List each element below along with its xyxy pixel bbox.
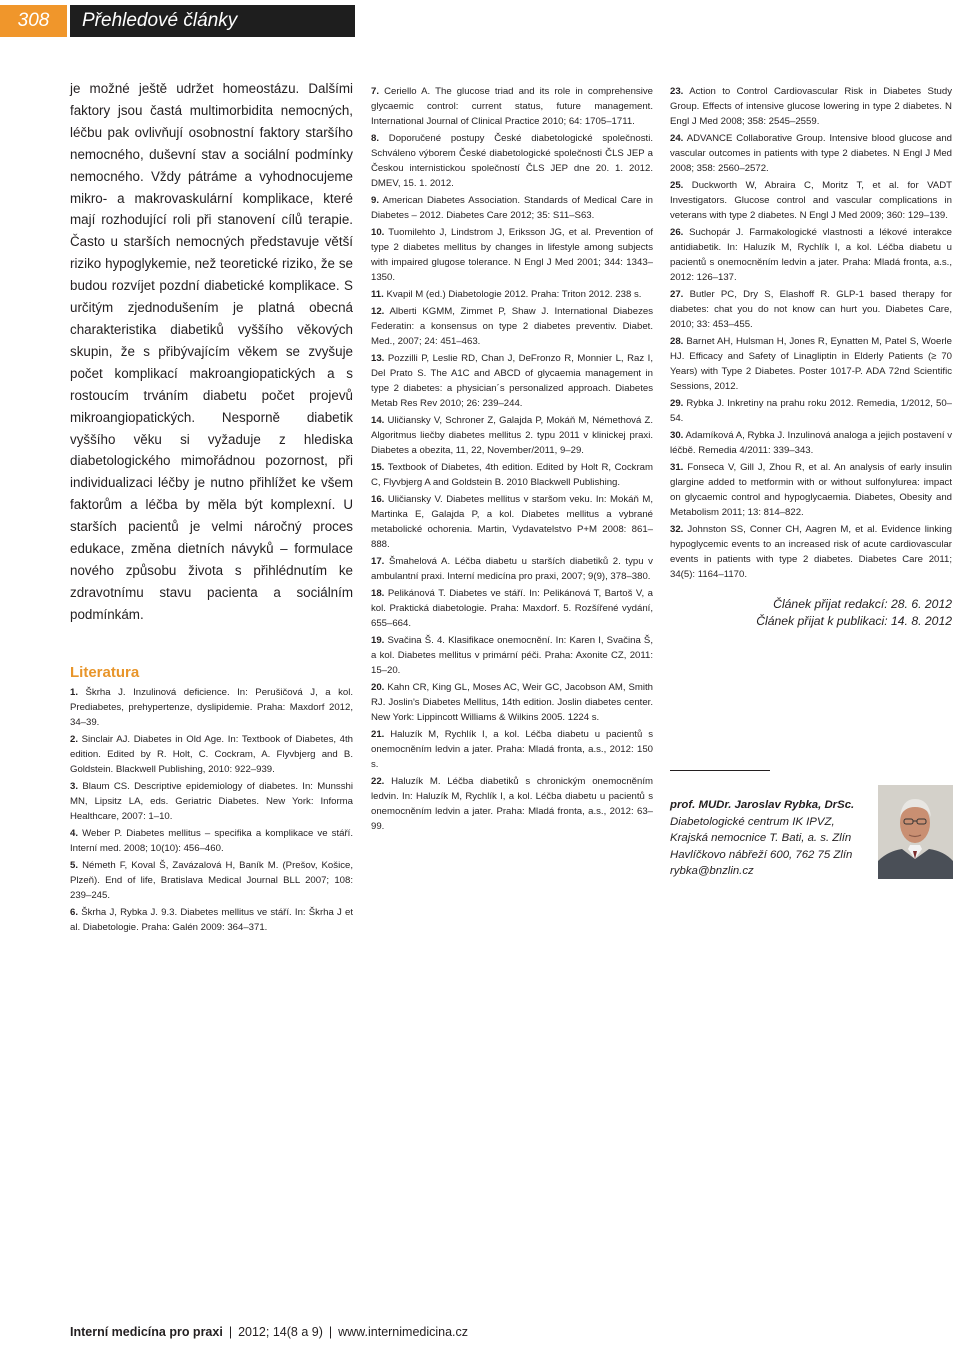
reference-item bbox=[670, 460, 952, 520]
reference-text: Uličiansky V. Diabetes mellitus v staršom veku. In: Mokáň M, Martinka E, Galajda P, a kol. Diabetes mellitus a vybrané metabolické ochorenia. Martin, Vydavatelstvo P+M 2008: 861–888. bbox=[371, 494, 653, 550]
reference-text: Šmahelová A. Léčba diabetu u starších diabetiků 2. typu v ambulantní praxi. Interní medicína pro praxi, 2007; 9(9), 378–380. bbox=[371, 556, 653, 582]
reference-number: 10. bbox=[371, 227, 385, 238]
reference-number: 22. bbox=[371, 776, 385, 787]
reference-text: Duckworth W, Abraira C, Moritz T, et al. for VADT Investigators. Glucose control and vascular complications in veterans with type 2 diabetes. N Engl J Med 2009; 360: 129–139. bbox=[670, 180, 952, 221]
reference-text: Pozzilli P, Leslie RD, Chan J, DeFronzo R, Monnier L, Raz I, Del Prato S. The A1C and ABCD of glycaemia management in type 2 diabetes: a physician´s personalized approach. Diabetes Metab Res Rev 2010; 26: 239–244. bbox=[371, 353, 653, 409]
reference-item bbox=[670, 178, 952, 223]
reference-number: 15. bbox=[371, 462, 385, 473]
reference-number: 6. bbox=[70, 906, 79, 918]
section-title: Přehledové články bbox=[70, 5, 355, 37]
reference-item bbox=[371, 225, 653, 285]
reference-item bbox=[70, 779, 353, 824]
reference-number: 9. bbox=[371, 195, 380, 206]
reference-item bbox=[670, 334, 952, 394]
author-name: prof. MUDr. Jaroslav Rybka, DrSc. bbox=[670, 799, 855, 811]
reference-number: 17. bbox=[371, 556, 385, 567]
reference-item bbox=[371, 774, 653, 834]
reference-text: Tuomilehto J, Lindstrom J, Eriksson JG, et al. Prevention of type 2 diabetes mellitus by changes in lifestyle among subjects with impaired glugose tolerance. N Engl J Med 2001; 344: 1343–1350. bbox=[371, 227, 653, 283]
reference-item bbox=[371, 492, 653, 552]
page-header bbox=[0, 5, 355, 37]
footer-separator: | bbox=[328, 1325, 333, 1339]
footer-journal: Interní medicína pro praxi bbox=[70, 1325, 223, 1339]
reference-number: 7. bbox=[371, 86, 380, 97]
reference-text: Pelikánová T. Diabetes ve stáří. In: Pelikánová T, Bartoš V, a kol. Praktická diabetologie. Praha: Maxdorf. 5. Rozšířené vydání, 655–664. bbox=[371, 588, 653, 629]
reference-item bbox=[70, 685, 353, 730]
page-number: 308 bbox=[0, 5, 67, 37]
reference-item bbox=[371, 287, 653, 302]
reference-item bbox=[670, 287, 952, 332]
body-paragraph: je možné ještě udržet homeostázu. Dalšími faktory jsou častá multimorbidita nemocných, léčbu pak ovlivňují osobnostní faktory staršího nemocného, duševní stav a sociální podmínky nemocného. Vždy pátráme a vyhodnocujeme mikro- a makrovaskulární komplikace, které mají rozhodující roli při stanovení cílů terapie. Často u starších nemocných představuje větší riziko hypoglykemie, než teoretické riziko, že se budou rozvíjet pozdní diabetické komplikace. S určitým zjednodušením je platná obecná charakteristika diabetiků vyššího věkových skupin, že s přibývajícím věkem se zvyšuje počet komplikací makroangiopatických a s rostoucím trváním diabetu počet projevů mikroangiopatických. Nesporně diabetik vyššího věku si vyžaduje z hlediska diabetologického mimořádnou pozornost, při individualizaci léčby je nutno přihlížet ke všem faktorům a léčba by měla být komplexní. U starších pacientů je velmi náročný proces edukace, změna dietních návyků – formulace nového způsobu života s přihlédnutím ke zdravotnímu stavu pacienta a sociálním podmínkám. bbox=[70, 81, 353, 622]
reference-number: 2. bbox=[70, 733, 79, 745]
reference-text: ADVANCE Collaborative Group. Intensive blood glucose and vascular outcomes in patients with type 2 diabetes. N Engl J Med 2008; 358: 2560–2572. bbox=[670, 133, 953, 174]
reference-number: 11. bbox=[371, 289, 384, 300]
author-email[interactable]: rybka@bnzlin.cz bbox=[670, 865, 754, 877]
reference-text: Haluzík M, Rychlík I, a kol. Léčba diabetu u pacientů s onemocněním ledvin a jater. Praha: Mladá fronta, a.s., 2012: 150 s. bbox=[371, 729, 653, 770]
footer-separator: | bbox=[228, 1325, 233, 1339]
page-footer bbox=[70, 1325, 468, 1339]
reference-number: 12. bbox=[371, 306, 385, 317]
reference-number: 31. bbox=[670, 462, 684, 473]
column-2 bbox=[371, 84, 653, 836]
reference-number: 23. bbox=[670, 86, 684, 97]
footer-issue: 2012; 14(8 a 9) bbox=[238, 1325, 323, 1339]
received-publication: Článek přijat k publikaci: 14. 8. 2012 bbox=[756, 614, 952, 628]
reference-item bbox=[371, 633, 653, 678]
reference-text: Textbook of Diabetes, 4th edition. Edited by Holt R, Cockram C, Flyvbjerg A and Goldstein B. 2010 Blackwell Publishing. bbox=[371, 462, 653, 488]
reference-number: 28. bbox=[670, 336, 684, 347]
reference-text: Kvapil M (ed.) Diabetologie 2012. Praha: Triton 2012. 238 s. bbox=[386, 289, 642, 300]
reference-item bbox=[371, 586, 653, 631]
reference-item bbox=[70, 826, 353, 856]
reference-text: Kahn CR, King GL, Moses AC, Weir GC, Jacobson AM, Smith RJ. Joslin's Diabetes Mellitus, 14th edition. Joslin diabetes center. New York: Lippincott Williams & Wilkins 2005. 1224 s. bbox=[371, 682, 653, 723]
reference-number: 14. bbox=[371, 415, 385, 426]
reference-list-1 bbox=[70, 685, 353, 935]
reference-number: 8. bbox=[371, 133, 380, 144]
reference-text: Suchopár J. Farmakologické vlastnosti a lékové interakce antidiabetik. In: Haluzík M, Rychlík I, a kol. Léčba diabetu u pacientů s onemocněním ledvin a jater. Praha: Mladá fronta, a.s., 2012: 126–137. bbox=[670, 227, 952, 283]
reference-number: 13. bbox=[371, 353, 385, 364]
reference-item bbox=[371, 413, 653, 458]
reference-text: Németh F, Koval Š, Zavázalová H, Baník M. (Prešov, Košice, Plzeň). End of life, Bratislava Medical Journal BLL 2007; 108: 239–245. bbox=[70, 859, 353, 901]
reference-item bbox=[371, 193, 653, 223]
reference-item bbox=[70, 732, 353, 777]
reference-number: 16. bbox=[371, 494, 385, 505]
reference-number: 5. bbox=[70, 859, 79, 871]
reference-number: 26. bbox=[670, 227, 684, 238]
reference-text: Svačina Š. 4. Klasifikace onemocnění. In: Karen I, Svačina Š, a kol. Diabetes mellitus v primární péči. Praha: Axonite CZ, 2011: 15–20. bbox=[371, 635, 653, 676]
reference-number: 18. bbox=[371, 588, 385, 599]
reference-item bbox=[371, 554, 653, 584]
footer-url[interactable]: www.internimedicina.cz bbox=[338, 1325, 469, 1339]
reference-text: Sinclair AJ. Diabetes in Old Age. In: Textbook of Diabetes, 4th edition. Edited by R. Holt, C. Cockram, A. Flyvbjerg and B. Goldstein. Blackwell Publishing, 2010: 922–939. bbox=[70, 733, 353, 775]
reference-text: Weber P. Diabetes mellitus – specifika a komplikace ve stáří. Interní med. 2008; 10(10): 456–460. bbox=[70, 827, 353, 854]
author-hospital: Krajská nemocnice T. Bati, a. s. Zlín bbox=[670, 832, 852, 844]
reference-item bbox=[371, 84, 653, 129]
column-3 bbox=[670, 84, 952, 630]
reference-item bbox=[371, 680, 653, 725]
reference-text: Haluzík M. Léčba diabetiků s chronickým onemocněním ledvin. In: Haluzík M, Rychlík I, a kol. Léčba diabetu u pacientů s onemocněním ledvin a jater. Praha: Mladá fronta, a.s., 2012: 63–99. bbox=[371, 776, 653, 832]
reference-text: Uličiansky V, Schroner Z, Galajda P, Mokáň M, Némethová Z. Algoritmus liečby diabetes mellitus 2. typu 2011 v klinickej praxi. Diabetes a obezita, 11, 22, November/2011, 9–29. bbox=[371, 415, 653, 456]
author-address: Havlíčkovo nábřeží 600, 762 75 Zlín bbox=[670, 848, 853, 861]
reference-text: Adamíková A, Rybka J. Inzulinová analoga a jejich postavení v léčbě. Remedia 4/2011: 339–343. bbox=[670, 430, 952, 456]
reference-text: Ceriello A. The glucose triad and its role in comprehensive glycaemic control: current status, future management. International Journal of Clinical Practice 2010; 64: 1705–1711. bbox=[371, 86, 653, 127]
reference-number: 19. bbox=[371, 635, 385, 646]
column-1 bbox=[70, 78, 353, 937]
reference-text: Škrha J, Rybka J. 9.3. Diabetes mellitus ve stáří. In: Škrha J et al. Diabetologie. Praha: Galén 2009: 364–371. bbox=[70, 906, 353, 933]
reference-number: 32. bbox=[670, 524, 684, 535]
reference-number: 24. bbox=[670, 133, 684, 144]
author-block bbox=[670, 797, 880, 880]
reference-item bbox=[371, 727, 653, 772]
reference-item bbox=[670, 225, 952, 285]
author-affiliation: Diabetologické centrum IK IPVZ, bbox=[670, 815, 835, 828]
author-divider bbox=[670, 770, 770, 771]
reference-number: 25. bbox=[670, 180, 684, 191]
reference-item bbox=[371, 460, 653, 490]
reference-text: Butler PC, Dry S, Elashoff R. GLP-1 based therapy for diabetes: chat you do not know can hurt you. Diabetes Care, 2010; 33: 453–455. bbox=[670, 289, 952, 330]
reference-item bbox=[670, 428, 952, 458]
reference-text: Fonseca V, Gill J, Zhou R, et al. An analysis of early insulin glargine added to metformin with or without sulfonylurea: impact on glycaemic control and hypoglycaemia. Diabetes, Obesity and Metabolism 2011; 13: 814–822. bbox=[670, 462, 952, 518]
reference-list-2 bbox=[371, 84, 653, 834]
reference-number: 20. bbox=[371, 682, 385, 693]
reference-text: Action to Control Cardiovascular Risk in Diabetes Study Group. Effects of intensive glucose lowering in type 2 diabetes. N Engl J Med 2008; 358: 2545–2559. bbox=[670, 86, 952, 127]
reference-number: 29. bbox=[670, 398, 684, 409]
received-dates bbox=[670, 596, 952, 630]
reference-item bbox=[670, 396, 952, 426]
reference-number: 4. bbox=[70, 827, 79, 839]
author-photo bbox=[878, 785, 953, 879]
reference-number: 3. bbox=[70, 780, 79, 792]
reference-item bbox=[371, 351, 653, 411]
reference-text: American Diabetes Association. Standards of Medical Care in Diabetes – 2012. Diabetes Care 2012; 35: S11–S63. bbox=[371, 195, 654, 221]
reference-list-3 bbox=[670, 84, 952, 582]
reference-item bbox=[670, 131, 952, 176]
reference-item bbox=[70, 858, 353, 903]
reference-item bbox=[371, 131, 653, 191]
reference-text: Blaum CS. Descriptive epidemiology of diabetes. In: Munsshi MN, Lipsitz LA, eds. Geriatric Diabetes. New York: Informa Healthcare, 2007: 1–10. bbox=[70, 780, 353, 822]
reference-text: Škrha J. Inzulinová deficience. In: Perušičová J, a kol. Prediabetes, prehypertenze, dyslipidemie. Praha: Maxdorf 2012, 34–39. bbox=[70, 686, 354, 728]
reference-text: Johnston SS, Conner CH, Aagren M, et al. Evidence linking hypoglycemic events to an increased risk of acute cardiovascular events in patients with type 2 diabetes. Diabetes Care 2011; 34(5): 1164–1170. bbox=[670, 524, 952, 580]
reference-number: 21. bbox=[371, 729, 385, 740]
reference-item bbox=[70, 905, 353, 935]
reference-text: Doporučené postupy České diabetologické společnosti. Schváleno výborem České diabetologické společnosti ČLS JEP a Českou internistickou společností ČLS JEP dne 20. 1. 2012. DMEV, 15. 1. 2012. bbox=[371, 133, 653, 189]
reference-text: Rybka J. Inkretiny na prahu roku 2012. Remedia, 1/2012, 50–54. bbox=[670, 398, 952, 424]
reference-item bbox=[371, 304, 653, 349]
reference-text: Barnet AH, Hulsman H, Jones R, Eynatten M, Patel S, Woerle HJ. Efficacy and Safety of Linagliptin in Elderly Patients (≥ 70 Years) with Type 2 Diabetes. Poster 1017-P. ADA 72nd Scientific Sessions, 2012. bbox=[670, 336, 952, 392]
reference-number: 30. bbox=[670, 430, 684, 441]
reference-text: Alberti KGMM, Zimmet P, Shaw J. International Diabezes Federatin: a konsensus on type 2 diabetes preventiv. Diabet. Med., 2007; 24: 451–463. bbox=[371, 306, 653, 347]
reference-number: 27. bbox=[670, 289, 684, 300]
reference-number: 1. bbox=[70, 686, 79, 698]
reference-item bbox=[670, 84, 952, 129]
reference-item bbox=[670, 522, 952, 582]
literature-heading: Literatura bbox=[70, 663, 140, 681]
received-editorial: Článek přijat redakcí: 28. 6. 2012 bbox=[773, 597, 952, 611]
